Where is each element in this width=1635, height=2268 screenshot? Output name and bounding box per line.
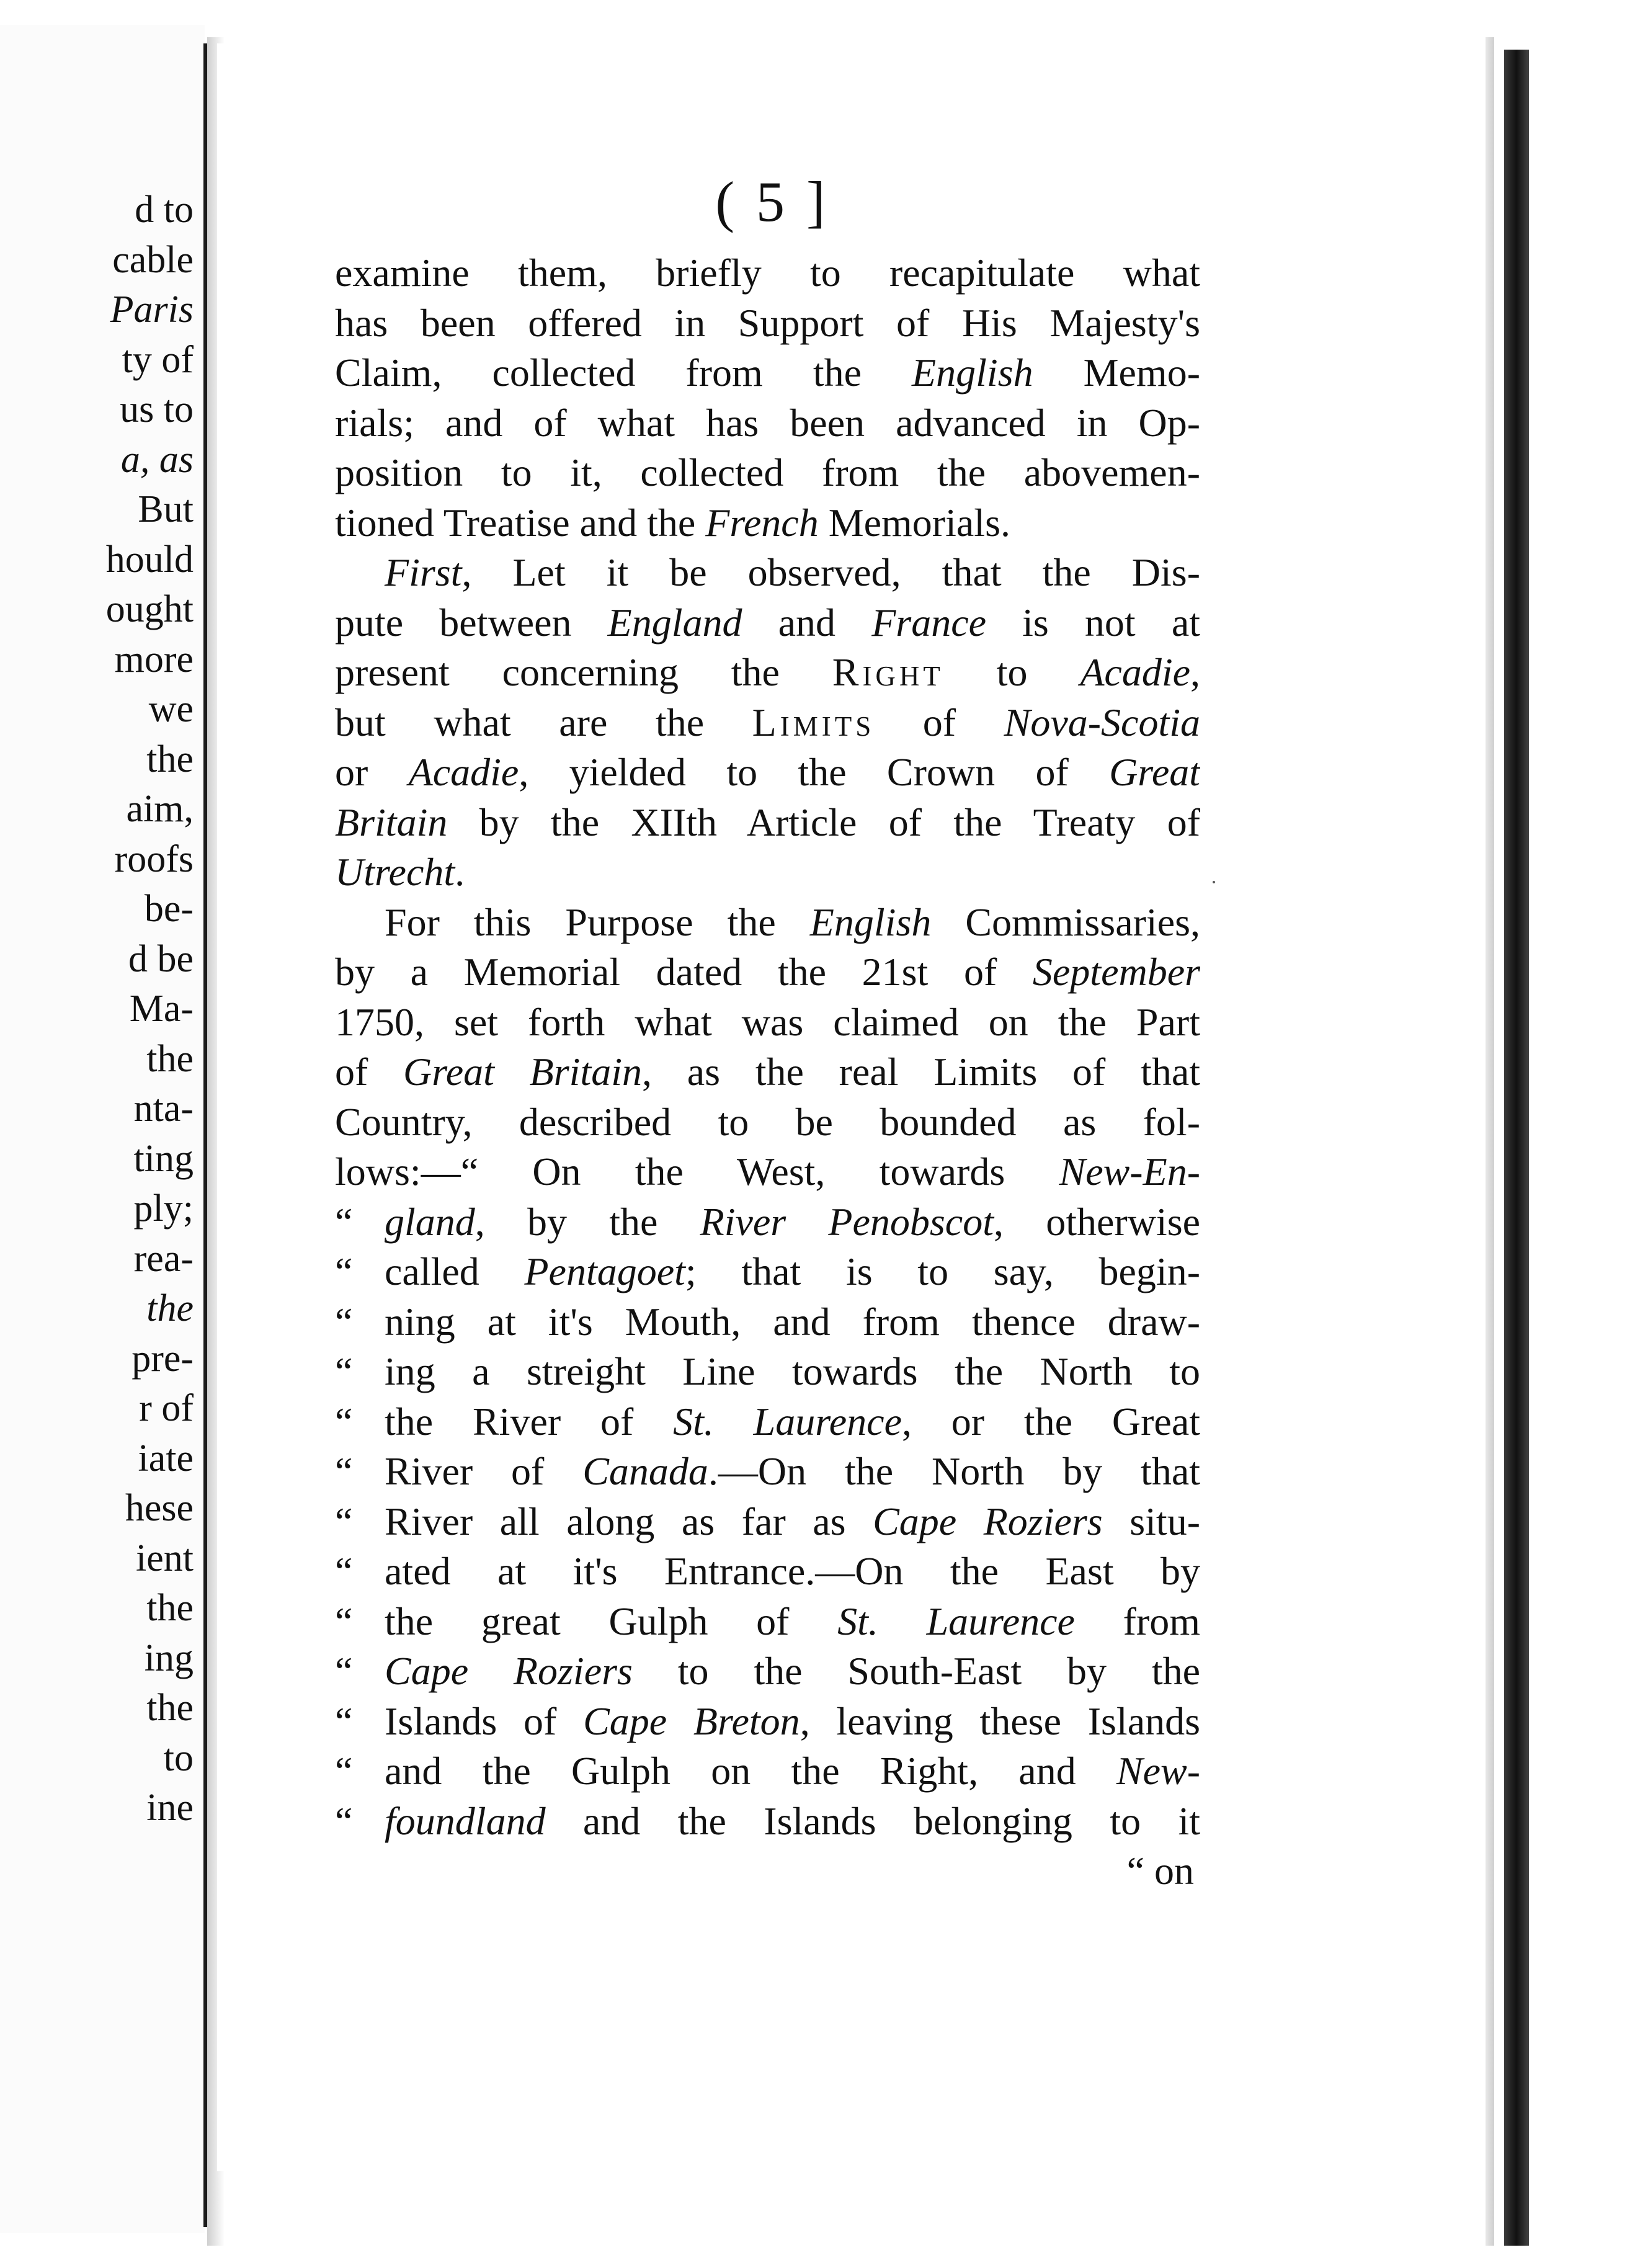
- text-line: [335, 1197, 1200, 1248]
- text-run: is not at: [986, 600, 1200, 645]
- text-run: , otherwise: [994, 1199, 1200, 1244]
- text-run: ated at it's Entrance.—On the East by: [385, 1549, 1200, 1593]
- line-text: [335, 251, 1200, 295]
- small-caps-text: Right: [832, 650, 944, 694]
- text-line: [335, 448, 1200, 498]
- italic-text: Britain: [335, 800, 448, 844]
- text-run: of: [335, 1050, 404, 1094]
- text-run: ,: [1190, 650, 1200, 694]
- previous-page-line-fragment: the: [146, 1687, 194, 1729]
- running-quotation-mark: “: [335, 1549, 353, 1593]
- line-text: [335, 1050, 1200, 1094]
- line-text: [335, 700, 1200, 744]
- italic-text: New-En-: [1059, 1150, 1200, 1194]
- running-quotation-mark: “: [335, 1349, 353, 1393]
- text-line: [335, 1497, 1200, 1547]
- text-run: rials; and of what has been advanced in Op-: [335, 400, 1200, 445]
- text-line: [335, 598, 1200, 648]
- text-run: Memo-: [1033, 350, 1200, 395]
- text-line: [335, 798, 1200, 848]
- running-quotation-mark: “: [335, 1599, 353, 1643]
- text-line: [335, 1297, 1200, 1347]
- text-line: [335, 498, 1200, 548]
- text-line: [335, 1397, 1200, 1447]
- text-run: by the XIIth Article of the Treaty of: [447, 800, 1200, 844]
- line-text: [335, 950, 1200, 994]
- text-line: [335, 847, 1200, 898]
- text-line: [335, 548, 1200, 598]
- text-line: [335, 1597, 1200, 1647]
- running-quotation-mark: “: [335, 1798, 353, 1843]
- italic-text: gland: [385, 1199, 475, 1244]
- text-run: has been offered in Support of His Majesty's: [335, 300, 1200, 345]
- previous-page-line-ends: [7, 185, 194, 1833]
- text-line: [335, 748, 1200, 798]
- running-quotation-mark: “: [335, 1649, 353, 1693]
- text-run: by a Memorial dated the 21st of: [335, 950, 1033, 994]
- text-run: or: [335, 750, 409, 794]
- text-run: ; that is to say, begin-: [685, 1249, 1200, 1293]
- text-run: situ-: [1102, 1499, 1200, 1543]
- text-run: from: [1074, 1599, 1200, 1643]
- italic-text: Acadie: [408, 750, 519, 794]
- line-text: [385, 1200, 1200, 1244]
- text-run: called: [385, 1249, 525, 1293]
- running-quotation-mark: “: [335, 1699, 353, 1743]
- text-run: lows:—“ On the West, towards: [335, 1150, 1059, 1194]
- previous-page-line-fragment: nta-: [133, 1087, 194, 1130]
- previous-page-line-fragment: hese: [125, 1487, 194, 1529]
- text-run: , by the: [474, 1199, 700, 1244]
- text-run: position to it, collected from the abovemen-: [335, 450, 1200, 494]
- previous-page-fragment: [0, 25, 205, 2233]
- running-quotation-mark: “: [335, 1299, 353, 1344]
- text-run: For this Purpose the: [385, 900, 810, 944]
- previous-page-line-fragment: to: [163, 1736, 194, 1779]
- previous-page-line-fragment: ient: [136, 1537, 194, 1579]
- previous-page-line-fragment: d to: [135, 189, 194, 231]
- previous-page-line-fragment: ting: [133, 1137, 194, 1180]
- previous-page-line-fragment: ing: [144, 1636, 194, 1679]
- running-quotation-mark: “: [335, 1249, 353, 1293]
- text-line: [335, 998, 1200, 1048]
- previous-page-line-fragment: ty of: [122, 338, 194, 381]
- italic-text: Pentagoet: [524, 1249, 685, 1293]
- italic-text: Canada: [582, 1449, 708, 1493]
- italic-text: Cape Breton: [583, 1699, 800, 1743]
- text-line: [335, 1347, 1200, 1397]
- text-run: and the Gulph on the Right, and: [385, 1749, 1116, 1793]
- line-text: [1127, 1849, 1194, 1893]
- text-run: and the Islands belonging to it: [545, 1798, 1200, 1843]
- text-run: .: [455, 850, 465, 894]
- text-run: to the South-East by the: [632, 1649, 1200, 1693]
- line-text: [335, 1100, 1200, 1144]
- line-text: [385, 1749, 1200, 1793]
- text-run: , or the Great: [902, 1399, 1200, 1444]
- previous-page-line-fragment: iate: [138, 1437, 194, 1480]
- line-text: [335, 501, 1010, 545]
- line-text: [335, 750, 1200, 794]
- text-run: present concerning the: [335, 650, 832, 694]
- text-line: [335, 1447, 1200, 1497]
- text-line: [335, 348, 1200, 398]
- line-text: [335, 800, 1200, 844]
- italic-text: foundland: [385, 1798, 546, 1843]
- text-run: 1750, set forth what was claimed on the Part: [335, 999, 1200, 1044]
- text-line: [335, 1646, 1200, 1697]
- text-line: [335, 1797, 1200, 1847]
- previous-page-line-fragment: cable: [112, 238, 194, 281]
- book-edge-shadow: [1504, 50, 1529, 2246]
- line-text: [335, 350, 1200, 395]
- line-text: [385, 1249, 1200, 1293]
- italic-text: Utrecht: [335, 850, 455, 894]
- text-line: [335, 947, 1200, 998]
- line-text: [335, 600, 1200, 645]
- line-text: [335, 401, 1200, 445]
- page-body: [335, 248, 1200, 1896]
- line-text: [385, 1549, 1200, 1593]
- line-text: [385, 1300, 1200, 1344]
- text-line: [335, 898, 1200, 948]
- previous-page-line-fragment: be-: [144, 888, 194, 930]
- line-text: [335, 1000, 1200, 1044]
- text-line: [335, 648, 1200, 698]
- previous-page-line-fragment: aim,: [126, 788, 194, 830]
- line-text: [335, 1150, 1200, 1194]
- italic-text: English: [912, 350, 1033, 395]
- italic-text: French: [705, 500, 819, 545]
- previous-page-line-fragment: rea-: [133, 1237, 194, 1280]
- line-text: [335, 650, 1200, 694]
- running-quotation-mark: “: [335, 1499, 353, 1543]
- text-run: ing a streight Line towards the North to: [385, 1349, 1200, 1393]
- text-run: but what are the: [335, 700, 752, 744]
- text-run: examine them, briefly to recapitulate what: [335, 251, 1200, 295]
- previous-page-line-fragment: the: [146, 1287, 194, 1329]
- text-run: “ on: [1126, 1849, 1194, 1893]
- line-text: [385, 1799, 1200, 1843]
- text-run: tioned Treatise and the: [335, 500, 706, 545]
- text-run: the River of: [385, 1399, 674, 1444]
- previous-page-line-fragment: the: [146, 738, 194, 780]
- text-line: [335, 1746, 1200, 1797]
- previous-page-line-fragment: pre-: [131, 1337, 194, 1380]
- italic-text: First: [385, 550, 462, 594]
- page-edge: [1486, 37, 1494, 2246]
- italic-text: Nova-Scotia: [1004, 700, 1200, 744]
- line-text: [385, 1499, 1200, 1543]
- text-line: [335, 248, 1200, 298]
- running-quotation-mark: “: [335, 1749, 353, 1793]
- previous-page-line-fragment: a, as: [120, 438, 194, 481]
- previous-page-line-fragment: we: [148, 688, 194, 730]
- text-line: [335, 1846, 1200, 1896]
- italic-text: France: [871, 600, 986, 645]
- text-run: the great Gulph of: [385, 1599, 838, 1643]
- text-run: to: [943, 650, 1080, 694]
- text-run: , Let it be observed, that the Dis-: [461, 550, 1200, 594]
- line-text: [385, 550, 1200, 594]
- text-run: , as the real Limits of that: [642, 1050, 1200, 1094]
- text-run: Commissaries,: [931, 900, 1200, 944]
- previous-page-line-fragment: hould: [105, 538, 194, 581]
- line-text: [385, 1699, 1200, 1743]
- text-run: , leaving these Islands: [800, 1699, 1200, 1743]
- running-quotation-mark: “: [335, 1449, 353, 1493]
- previous-page-line-fragment: roofs: [114, 837, 194, 880]
- text-run: Islands of: [385, 1699, 584, 1743]
- text-run: Memorials.: [818, 500, 1010, 545]
- line-text: [385, 1649, 1200, 1693]
- italic-text: Great: [1109, 750, 1200, 794]
- text-run: Claim, collected from the: [335, 350, 912, 395]
- previous-page-line-fragment: Paris: [110, 288, 194, 331]
- text-line: [335, 1247, 1200, 1297]
- text-run: , yielded to the Crown of: [519, 750, 1110, 794]
- italic-text: Cape Roziers: [385, 1649, 633, 1693]
- line-text: [385, 1599, 1200, 1643]
- text-run: ning at it's Mouth, and from thence draw-: [385, 1299, 1200, 1344]
- line-text: [385, 1349, 1200, 1393]
- italic-text: September: [1032, 950, 1200, 994]
- previous-page-line-fragment: d be: [128, 937, 194, 980]
- line-text: [335, 301, 1200, 345]
- text-run: and: [742, 600, 872, 645]
- line-text: [385, 1400, 1200, 1444]
- scan-margin: [1529, 37, 1635, 2268]
- previous-page-line-fragment: the: [146, 1037, 194, 1080]
- previous-page-line-fragment: Ma-: [129, 988, 194, 1030]
- text-line: [335, 1147, 1200, 1197]
- line-text: [335, 450, 1200, 494]
- text-line: [335, 398, 1200, 449]
- text-line: [335, 698, 1200, 748]
- previous-page-line-fragment: more: [114, 638, 194, 681]
- italic-text: Cape Roziers: [873, 1499, 1103, 1543]
- text-run: River of: [385, 1449, 583, 1493]
- previous-page-line-fragment: ine: [146, 1787, 194, 1829]
- previous-page-line-fragment: the: [146, 1587, 194, 1629]
- italic-text: St. Laurence: [837, 1599, 1075, 1643]
- italic-text: England: [607, 600, 742, 645]
- text-line: [335, 1697, 1200, 1747]
- text-line: [335, 1097, 1200, 1148]
- italic-text: Great Britain: [403, 1050, 642, 1094]
- line-text: [385, 900, 1200, 944]
- small-caps-text: Limits: [752, 700, 875, 744]
- text-run: pute between: [335, 600, 608, 645]
- line-text: [385, 1449, 1200, 1493]
- previous-page-line-fragment: ought: [105, 588, 194, 630]
- text-line: [335, 1047, 1200, 1097]
- text-line: [335, 298, 1200, 349]
- italic-text: English: [809, 900, 932, 944]
- italic-text: Acadie: [1080, 650, 1190, 694]
- line-text: [335, 850, 465, 894]
- text-run: Country, described to be bounded as fol-: [335, 1099, 1200, 1144]
- running-quotation-mark: “: [335, 1399, 353, 1444]
- text-line: [335, 1547, 1200, 1597]
- previous-page-line-fragment: us to: [120, 388, 194, 431]
- previous-page-line-fragment: r of: [139, 1387, 194, 1429]
- ink-speck: [1213, 881, 1215, 883]
- running-quotation-mark: “: [335, 1199, 353, 1244]
- text-run: River all along as far as: [385, 1499, 873, 1543]
- previous-page-line-fragment: But: [138, 488, 194, 530]
- previous-page-line-fragment: ply;: [133, 1187, 194, 1230]
- italic-text: River Penobscot: [700, 1199, 994, 1244]
- page-number: ( 5 ]: [715, 170, 829, 233]
- text-run: of: [875, 700, 1004, 744]
- italic-text: New-: [1116, 1749, 1200, 1793]
- text-run: .—On the North by that: [708, 1449, 1200, 1493]
- italic-text: St. Laurence: [673, 1399, 902, 1444]
